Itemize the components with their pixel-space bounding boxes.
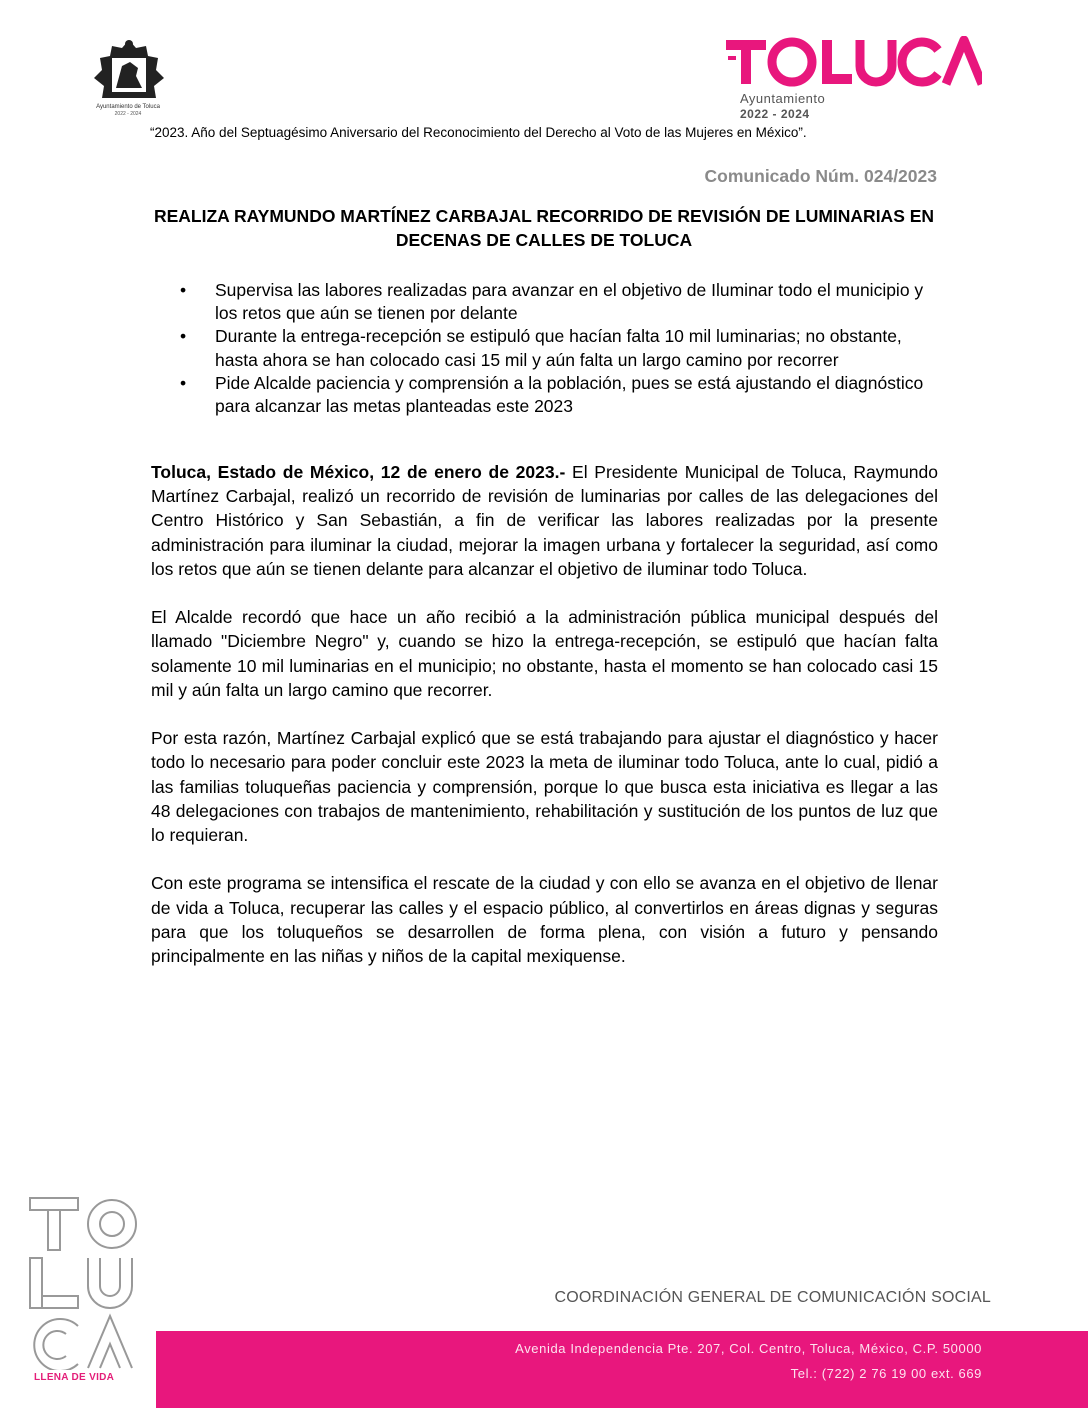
- summary-bullets: [180, 279, 940, 418]
- bullet-item: [180, 325, 940, 371]
- dateline: Toluca, Estado de México, 12 de enero de 2023.-: [151, 462, 566, 482]
- toluca-brand-logo: [724, 36, 982, 88]
- paragraph-text: El Presidente Municipal de Toluca, Raymundo Martínez Carbajal, realizó un recorrido de revisión de luminarias por calles de las delegaciones del Centro Histórico y San Sebastián, a fin de verificar las labores realizadas por la presente administración para iluminar la ciudad, mejorar la imagen urbana y fortalecer la seguridad, así como los retos que aún se tienen delante para alcanzar el objetivo de iluminar todo Toluca.: [151, 462, 939, 579]
- bullet-dot: •: [180, 372, 187, 393]
- logo-years: 2022 - 2024: [740, 107, 810, 121]
- seal-caption: Ayuntamiento de Toluca: [96, 104, 160, 110]
- coordination-name: COORDINACIÓN GENERAL DE COMUNICACIÓN SOCIAL: [554, 1289, 991, 1306]
- toluca-stacked-logo: [26, 1194, 140, 1390]
- paragraph: El Alcalde recordó que hace un año recibió a la administración pública municipal después del llamado "Diciembre Negro" y, cuando se hizo la entrega-recepción, se estipuló que hacían falta solamente 10 mil luminarias en el municipio; no obstante, hasta el momento se han colocado casi 15 mil y aún falta un largo camino que recorrer.: [151, 607, 938, 700]
- seal-caption-years: 2022 - 2024: [114, 111, 142, 117]
- bullet-dot: •: [180, 280, 187, 300]
- slogan: LLENA DE VIDA: [34, 1372, 115, 1383]
- address: Avenida Independencia Pte. 207, Col. Centro, Toluca, México, C.P. 50000: [515, 1341, 982, 1356]
- phone: Tel.: (722) 2 76 19 00 ext. 669: [790, 1366, 982, 1381]
- bullet-text: Pide Alcalde paciencia y comprensión a la población, pues se está ajustando el diagnóstico para alcanzar las metas planteadas este 2023: [215, 372, 924, 417]
- year-motto: “2023. Año del Septuagésimo Aniversario del Reconocimiento del Derecho al Voto de las Mujeres en México”.: [150, 125, 807, 140]
- bullet-text: Supervisa las labores realizadas para avanzar en el objetivo de Iluminar todo el municipio y los retos que aún se tienen por delante: [215, 280, 924, 324]
- article-body: [151, 460, 938, 992]
- paragraph: Por esta razón, Martínez Carbajal explicó que se está trabajando para ajustar el diagnóstico y hacer todo lo necesario para poder concluir este 2023 la meta de iluminar todo Toluca, ante lo cual, pidió a las familias toluqueñas paciencia y comprensión, porque lo que busca esta iniciativa es llegar a las 48 delegaciones con trabajos de mantenimiento, rehabilitación y sustitución de los puntos de luz que lo requieran.: [151, 728, 938, 846]
- bullet-item: [180, 372, 940, 418]
- paragraph: [151, 460, 938, 581]
- bullet-item: [180, 279, 940, 325]
- headline: REALIZA RAYMUNDO MARTÍNEZ CARBAJAL RECORRIDO DE REVISIÓN DE LUMINARIAS EN DECENAS DE CALLES DE TOLUCA: [153, 206, 935, 250]
- bullet-dot: •: [180, 326, 187, 347]
- bullet-text: Durante la entrega-recepción se estipuló que hacían falta 10 mil luminarias; no obstante, hasta ahora se han colocado casi 15 mil y aún falta un largo camino por recorrer: [215, 326, 902, 370]
- paragraph: Con este programa se intensifica el rescate de la ciudad y con ello se avanza en el objetivo de llenar de vida a Toluca, recuperar las calles y el espacio público, al convertirlos en áreas dignas y seguras para que los toluqueños se desarrollen de forma plena, con visión a futuro y pensando principalmente en las niñas y niños de la capital mexiquense.: [151, 873, 938, 967]
- logo-subtitle: Ayuntamiento: [740, 91, 826, 106]
- press-release-number: Comunicado Núm. 024/2023: [704, 166, 937, 186]
